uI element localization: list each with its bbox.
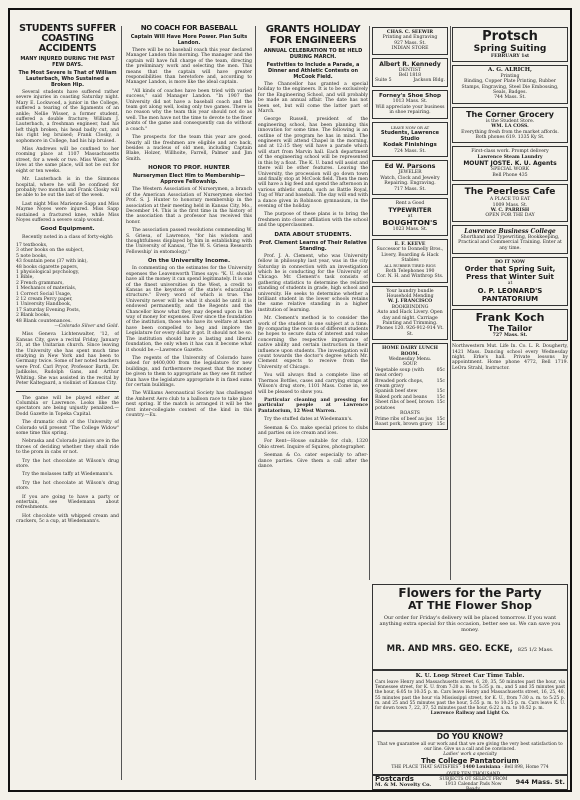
column-2 <box>126 24 252 784</box>
article-paragraph: Miss Andrews will be confined to her rooming place at 1107 Massachusetts street, for a week or two. Miss Wiser, who lives at the same place, will not be out for eight or ten weeks. <box>16 147 119 174</box>
article-paragraph: In commenting on the estimates for the University expenses the Leavenworth Times says: "K. U. should have all the money it can spend legitimately. It is one of the finest universities in the West, a credit to Kansas as the keystone of the state's educational structure." Every word of which is true. The University never will be what it should be until it is endowed permanently, and the Regents and the Chancellor know what they may depend upon in the way of money for expenses. Ever since the foundation of the institution, those who have its welfare at heart have been compelled to beg and implore the Legislature for every dollar it got. It should not be so. The institution should have a lasting and liberal foundation, the only when it has can it become what it should be.—Lawrence Gazette. <box>126 266 252 353</box>
headline-coasting: STUDENTS SUFFER COASTING ACCIDENTS <box>19 24 116 54</box>
ad-protsch <box>452 27 568 62</box>
lunch-menu <box>372 343 448 430</box>
ad-title: The Corner Grocery <box>466 109 554 119</box>
data-title: DATA ABOUT STUDENTS. <box>274 231 352 238</box>
ad-title: TYPEWRITER <box>388 206 432 214</box>
ad-title: Lawrence Steam Laundry <box>477 154 543 160</box>
ad-line: DENTIST <box>398 67 422 73</box>
ad-text: Everything fresh from the market affords. Both phones 619. 1335 Ky St. <box>461 129 559 141</box>
ad-address: 1009 Mass. St. <box>492 202 528 208</box>
income-title: On the University Income. <box>147 258 231 265</box>
ad-title: DO YOU KNOW? <box>436 732 504 741</box>
ad-peerless <box>452 184 568 222</box>
ad-address: 825 1/2 Mass. <box>517 647 554 653</box>
ad-alrich <box>452 65 568 103</box>
ad-title: BOUGHTON'S <box>382 217 438 227</box>
article-paragraph: The prospects for the team this year are good. Nearly all the freshmen are eligible and are back, besides a nucleus of old men, including Captain Blake, Holzer, Willhoite, Farrell, Palmer and Jim Smith. <box>126 135 252 162</box>
ad-subtitle: Kodak Finishings <box>383 142 437 149</box>
list-item: 1 Bible, <box>16 275 34 281</box>
list-item: 1 Correct Social Usage, <box>16 291 72 297</box>
ad-text: Our order for Friday's delivery will be placed tomorrow. If you want anything extra special for this occasion, better see us. We can save you money. <box>379 615 561 633</box>
article-paragraph: George Russell, president of the engineering school, has been planning this innovation for some time. The following is an outline of the program he has in mind. The engineers will attend Chapel in the morning, and at 12:15 they will have a parade which will start from Marvin hall. Each department of the engineering school will be represented in this by a float. The K. U. band will assist and there will be other features. Leaving the University, the procession will go down town and finally stop at McCook field. Then the men will have a big feed and spend the afternoon in various athletic stunts, such as Battle Royal, Tug of War and baseball. The day will end with a dance given in Robinson gymnasium, in the evening of the holiday. <box>258 117 368 209</box>
ad-streetcar <box>372 670 568 732</box>
ad-title: W. J. FRANCISCO <box>387 299 433 305</box>
article-paragraph: There will be no baseball coach this year declared Manager Landon this morning. The manager and the captain will have full charge of the team, directing the preliminary work and selecting the men. This means that the captain will have greater responsibilities than heretofore and, according to Manager Landon, is more like the ideal captain. <box>126 48 252 86</box>
column-1 <box>16 24 119 784</box>
ad-francisco <box>372 286 448 341</box>
article-paragraph: Recently noted in a class of forty-eight: <box>22 234 114 240</box>
ad-paragraph: Particular cleaning and pressing for particular people at Lawrence Pantatorium, 12 West Warren. <box>258 397 368 414</box>
ad-paragraph: Seeman & Co. cater especially to after-dance parties. Give them a call after the dance. <box>258 453 368 469</box>
menu-section: SOUP. <box>402 362 418 368</box>
ad-title: Forney's Shoe Shop <box>378 92 442 99</box>
ad-text: Cars leave Henry and Massachusetts street, 6, 20, 35, 50 minutes past the hour, via Tennessee street, for K. U. from 7:20 a. m. to 5:35 p. m., and 5 and 35 minutes past the hour, 6:05 to 10:35 p. m. Cars leave Henry and Massachusetts street, 16, 25, 40, 55 minutes past the hour via Mississippi street, for K. U., from 7:30 a. m. to 5:25 p. m. and 25 and 55 minutes past the hour, 5:55 p. m. to 10:25 p. m. Cars leave K. U. for down town 7, 22, 37, 52 minutes past the hour, 6:22 a. m. to 10:52 p. m. <box>375 680 565 712</box>
ad-line: First-class work. Prompt delivery <box>471 149 549 155</box>
article-paragraph: Several students have suffered rather severe injuries in coasting Saturday night. Mary E. Lockwood, a junior in the College, suffered a tearing of the ligaments of an ankle; Nellie Wisser, a former student, suffered a double fracture; William J. Lauterbach, a freshman engineer, had his left thigh broken, his head badly cut, and his right leg bruised; Frank Closky, a sophomore in College, had his hip bruised. <box>16 90 119 144</box>
article-paragraph: Last night Miss Marienne Sapp and Miss Mayme Noyes were injured. Miss Sapp sustained a fractured knee, while Miss Noyes suffered a severe scalp wound. <box>16 201 119 223</box>
ad-note: INDIAN STORE <box>391 46 429 52</box>
ad-paragraph: Try the hot chocolate at Wilson's drug store. <box>16 480 119 492</box>
ad-note: SPECIAL WORK <box>490 167 530 173</box>
ad-address: 717 Mass. St. <box>394 186 426 192</box>
list-item: 17 textbooks, <box>16 242 48 248</box>
article-paragraph: The dramatic club of the University of Colorado will present "The College Widow" some time this spring. <box>16 420 119 436</box>
ad-line: JEWELER <box>398 170 422 176</box>
column-rule <box>369 26 370 580</box>
ad-text: Successor to Donnelly Bros., Livery, Boarding & Hack Stables <box>376 247 444 263</box>
ad-note: OPEN FOR THE DAY <box>485 213 535 219</box>
ad-college-pantatorium: DO YOU KNOW? That we guarantee all our work and that we are giving the very best satisfaction to our line. Give us a call and be convinced. Ladies' work a specialty The College Pantatorium THE PLACE THAT SATISFIES · 1400 Louisiana · Bell 898, Home 774 <box>372 730 568 776</box>
article-paragraph: "All kinds of coaches have been tried with varied success," said Manager Landon. "In 1907 the University did not have a baseball coach and the team got along well, losing only two games. There is no reason why the team this year should not do as well. The men have not the time to devote to the finer points of the game and consequently can do without a coach." <box>126 88 252 132</box>
ad-kennedy <box>372 58 448 87</box>
ad-text: Binding, Copper Plate Printing, Rubber Stamps, Engraving, Steel Die Embossing, Seals, Badges. <box>461 79 559 96</box>
list-item: 43 fountain pens (37 with ink), <box>16 259 88 265</box>
headline-baseball: NO COACH FOR BASEBALL <box>140 24 238 32</box>
ad-title: The Peerless Cafe <box>464 187 556 198</box>
list-item: 17 Saturday Evening Posts, <box>16 307 81 313</box>
menu-item: Prime ribs of beef au jus 15c <box>375 416 445 422</box>
article-paragraph: Mr. Lauterbach is in the Simmons hospital, where he will be confined for probably two months and Frank Closky will be able to be out the last of the week. <box>16 177 119 199</box>
ad-laundry <box>452 146 568 181</box>
ad-paragraph: Try the molasses taffy at Wiedemann's. <box>22 472 114 478</box>
list-item: 1 physiological psychology, <box>16 269 80 275</box>
list-item: 48 Blank countenances. <box>16 318 72 324</box>
ad-owner: WM. LA COSS. <box>491 124 529 130</box>
subhead-captain: Captain Will Have More Power. Plan Suits Landon. <box>130 34 248 46</box>
menu-item: Vegetable soup (with meat order) 05c <box>375 367 445 379</box>
ad-phone: Bell Phone 435 <box>492 172 528 178</box>
ad-title: Flowers for the Party <box>398 586 542 600</box>
ad-line: DO IT NOW <box>494 259 526 265</box>
ad-title: Ed W. Parsons <box>384 162 436 171</box>
ad-subtitle: MOUNT JOSTE. K. U. Agents <box>463 160 557 168</box>
article-paragraph: The game will be played either at Columbia or Lawrence. Looks like the spectators are being unjustly penalized.—Dodd Gazette in Topeka Capital. <box>16 395 119 417</box>
ad-keeve <box>372 239 448 283</box>
ad-address: 1023 Mass. St. <box>392 227 428 233</box>
ad-company: M. & M. Novelty Co. <box>375 782 432 788</box>
ad-paragraph: Seeman & Co. make special prices to clubs and parties on ice cream and ices. <box>258 425 368 436</box>
data-subhead: Prof. Clement Learns of Their Relative Standing. <box>259 239 367 252</box>
ad-paragraph: Hot chocolate with whipped cream and crackers, 5c a cup, at Wiedemann's. <box>16 513 119 525</box>
menu-section: ROASTS <box>400 411 420 417</box>
article-paragraph: Prof. J. A. Clement, who was University fellow in philosophy last year, was in the city Saturday in connection with an investigation which he is conducting for the University of Chicago. Mr. Clement's task consists of gathering statistics to determine the relative standing of students in grade, high school and university. He seeks to determine whether a brilliant student in the lower schools retains the same relative standing in a higher institution of learning. <box>258 253 368 313</box>
ad-slogan: THE PLACE THAT SATISFIES <box>391 765 459 771</box>
ad-paragraph: Try the hot chocolate at Wilson's drug store. <box>16 458 119 469</box>
ad-note: ALL RUBBER TIRED RIGS <box>384 263 436 269</box>
ad-address: 927 Mass. St. <box>394 40 426 46</box>
ad-text: Watch, Clock and Jewelry Repairing. Engraving. <box>380 175 440 187</box>
article-paragraph: The Williams Aeronautical Society has challenged the Amherst Aero club to a balloon race to take place next spring. If the match is arranged it will be the first inter-collegiate contest of the kind in this country.—Ex. <box>126 391 252 418</box>
subhead-annual: ANNUAL CELEBRATION TO BE HELD DURING MARCH. <box>263 48 363 60</box>
ad-title: Lawrence Business College <box>464 227 556 235</box>
equipment-list <box>16 243 119 324</box>
ad-text: Shorthand and Typewriting, Bookkeeping, Practical and Commercial Training. Enter at any time. <box>458 234 562 251</box>
ad-note: LEAVE NOW OR AT <box>390 124 430 130</box>
ad-line: is the Student Store. <box>485 118 535 124</box>
good-equipment-title: Good Equipment. <box>40 226 95 233</box>
ad-postcards <box>372 774 568 790</box>
column-3 <box>258 24 368 784</box>
ad-owner: MR. AND MRS. GEO. ECKE, <box>386 644 513 654</box>
article-paragraph: The Western Association of Nurserymen, a branch of the American Association of Nurserymen elected Prof. S. J. Hunter to honorary membership in the association at their meeting held in Kansas City, Mo., December 14. This is the first time in the history of the association that a professor has received this honor. <box>126 187 252 225</box>
ad-subtitle: The College Pantatorium <box>421 757 519 766</box>
newspaper-page <box>8 8 572 792</box>
ad-line: at <box>507 281 513 287</box>
article-paragraph: Mr. Clement's method is to consider the work of the student in one subject at a time. By comparing the records of different students he hopes to secure data of interest and value concerning the respective importance of native ability and certain instruction in their influence upon students. The investigation will count towards the doctor's degree which Mr. Clement expects to receive from the University of Chicago. <box>258 316 368 370</box>
ad-title: Order that Spring Suit, Press that Winter Suit <box>464 265 556 282</box>
ad-studio <box>372 122 448 157</box>
ad-business-college <box>452 225 568 254</box>
list-item: 48 books cigarette papers, <box>16 264 79 270</box>
ad-flower-shop <box>372 584 568 670</box>
menu-item: Breaded pork chops, cream gravy 15c <box>375 378 445 390</box>
ad-date: FEBRUARY 1st <box>490 54 530 59</box>
list-item: 2 Blank books, <box>16 313 51 319</box>
menu-item: Sheet ribs of beef, brown potatoes 15c <box>375 400 445 411</box>
ad-title: Postcards <box>375 775 414 783</box>
ad-line: Household Mending <box>386 293 434 299</box>
column-rule <box>255 26 256 780</box>
honor-subhead: Nurserymen Elect Him to Membership—Approve Fellowship. <box>132 173 246 186</box>
ad-koch <box>452 309 568 341</box>
ad-phone: Phones 120. 926-912-914 Vt. St. <box>376 326 444 337</box>
ad-address: 1013 Mass. St. <box>392 99 428 105</box>
ad-subtitle: Spring Suiting <box>473 44 547 54</box>
ad-boughton <box>372 198 448 236</box>
ad-suite: Suite 5 <box>375 78 392 84</box>
divider <box>16 391 119 392</box>
ad-forney <box>372 90 448 119</box>
ad-line: Printing <box>500 73 520 79</box>
ad-text: Will appreciate your business in shoe repairing. <box>375 104 445 116</box>
ad-address: Cor. N. H. and Winthrop Sts. <box>376 274 444 280</box>
ad-title: Frank Koch <box>475 310 545 324</box>
menu-item: Baked pork and beans 15c <box>375 394 445 400</box>
ad-address: 1400 Louisiana <box>462 765 501 771</box>
ad-address: 724 Mass. St. <box>394 148 426 154</box>
column-5-ads <box>452 24 568 578</box>
list-item: 1 University Handbook, <box>16 302 72 308</box>
subhead-lauterbach: The Most Severe is That of William Lauterbach, Who Sustained a Broken Hip. <box>18 70 117 88</box>
ad-text: 1913 Calendar Pads Now Ready. <box>445 782 502 792</box>
ad-building: Jackson Bldg. <box>413 78 445 84</box>
ad-line: A PLACE TO EAT <box>489 197 531 203</box>
ad-address: 727 Mass. St. <box>492 332 528 338</box>
ad-tag: Ladies' work a specialty <box>443 751 497 757</box>
ad-title: Albert R. Kennedy <box>379 60 441 68</box>
ad-company: Lawrence Railway and Light Co. <box>430 711 510 717</box>
ad-title: K. U. Loop Street Car Time Table. <box>415 673 525 679</box>
honor-title: HONOR TO PROF. HUNTER <box>148 165 230 172</box>
ad-paragraph: For Rent—House suitable for club, 1320 Ohio street. Inquire of Squires, photographer. <box>258 439 368 450</box>
ad-text: Auto and Hack Livery. Open day and night. Carriage Painting and Trimming. <box>377 310 443 326</box>
subhead-festivities: Festivities to Include a Parade, a Dinner and Athletic Contests on McCook Field. <box>266 62 360 80</box>
article-paragraph: The Chancellor has granted a special holiday to the engineers. It is to be exclusively for the Engineering School, and will probably be made an annual affair. The date has not been set, but will come the latter part of March. <box>258 82 368 115</box>
ad-title: A. G. ALRICH, <box>488 67 532 74</box>
subhead-injured: MANY INJURED DURING THE PAST FEW DAYS. <box>20 56 115 68</box>
ad-paragraph: If you are going to have a party or entertain, see Wiedemann about refreshments. <box>16 494 119 511</box>
ad-text: Northwestern Mut. Life In. Co. L. R. Dougherty, 1421 Mass. Dancing school every Wednesday night. Erke's hall. Private lessons by appointment. Home phone 4772, Bell 1719. LeOra Strahl, Instructor. <box>452 344 568 371</box>
column-rule <box>450 26 451 580</box>
menu-item: Spanish beef stew 15c <box>375 389 445 395</box>
ad-line: BOOKBINDING <box>391 304 429 310</box>
ad-line: Your laundry bundle <box>386 288 434 294</box>
ad-title: Students, Lawrence Studio <box>380 130 440 143</box>
list-item: 5 note books, <box>16 253 48 259</box>
menu-day: Wednesday Menu. <box>388 357 432 363</box>
article-paragraph: The purpose of these plans is to bring the freshmen into closer affiliation with the school and the upperclassmen. <box>258 212 368 229</box>
ad-line: Printing and Engraving <box>382 35 438 41</box>
ad-address: 944 Mass. St. <box>515 777 565 786</box>
article-paragraph: Miss Geneva Lichtenwalter, '12, of Kansas City, gave a recital Friday, January 31, at the Unitarian church. Since leaving the University she has spent much time studying in New York and has been to Germany twice. Some of her noted teachers were Prof. Carl Pryor, Professor Barth, Dr. Jadikolss, Rudolph Gans, and Arthur Whiting. She was assisted in the recital by Peter Kaltegaard, a violinist of Kansas City. <box>16 332 119 387</box>
ad-address: 744 Mass. St. <box>494 95 526 101</box>
list-item: 2 French grammars, <box>16 280 64 286</box>
ad-owner: W. C. PARRISH <box>490 207 530 213</box>
ad-paragraph: Try the stuffed dates at Wiedemann's. <box>264 417 353 423</box>
ad-parsons <box>372 160 448 195</box>
list-item: 1 Mechanics of materials, <box>16 286 77 292</box>
ad-title: O. P. LEONARD'S PANTATORIUM <box>477 286 543 303</box>
ad-text: OVER TEN THOUSAND SUBJECTS OT SELECT FROM <box>439 772 508 782</box>
ad-phone: Both Telephones 190 <box>385 268 435 274</box>
ad-leonard <box>452 257 568 306</box>
headline-engineers: GRANTS HOLIDAY FOR ENGINEERS <box>265 24 361 46</box>
article-paragraph: The association passed resolutions commending W. S. Griesa, of Lawrence, "for his wisdom and thoughtfulness displayed by him in establishing with the University of Kansas, 'The W. S. Griesa Research Fellowship' in entomology." <box>126 228 252 255</box>
ad-title: CHAS. C. SEEWIR <box>386 30 434 35</box>
list-item: 3 other books on the subject, <box>16 248 84 254</box>
ad-phone: Bell 1818 <box>398 73 422 79</box>
article-paragraph: Nebraska and Colorado juniors are in the throes of deciding whether they shall ride to the prom in cabs or not. <box>16 439 119 456</box>
list-item: 2 12 cream Percy paper, <box>16 297 73 303</box>
ad-seewir <box>372 27 448 55</box>
menu-item: Roast pork, brown gravy 15c <box>375 421 445 427</box>
ad-paragraph: You will always find a complete line of Thermos Bottles, cases and carrying straps at Wilson's drug store, 1101 Mass. Come in, we will be pleased to show you. <box>258 373 368 395</box>
ad-subtitle: The Tailor <box>487 323 533 333</box>
ad-title: E. F. KEEVE <box>394 241 426 247</box>
menu-title: HOME DAIRY LUNCH ROOM. <box>382 346 438 357</box>
ad-title: Protsch <box>482 29 538 44</box>
list-signature: —Colorado Silver and Gold. <box>54 324 119 330</box>
ad-corner-grocery <box>452 107 568 144</box>
ad-text: That we guarantee all our work and that we are giving the very best satisfaction to our line. Give us a call and be convinced. <box>377 741 563 752</box>
article-paragraph: The regents of the University of Colorado have asked for $400,000 from the legislature for new buildings, and furthermore request that the money be given to them to appropriate as they see fit rather than have the legislature appropriate it in fixed sums for certain buildings. <box>126 355 252 388</box>
ad-line: Rent a Good <box>395 201 425 207</box>
ad-subtitle: AT THE Flower Shop <box>408 599 532 612</box>
ad-phone: Bell 898, Home 774 <box>504 765 549 771</box>
column-rule <box>121 26 122 780</box>
ad-line: at <box>407 213 413 219</box>
column-4-ads <box>372 24 448 578</box>
